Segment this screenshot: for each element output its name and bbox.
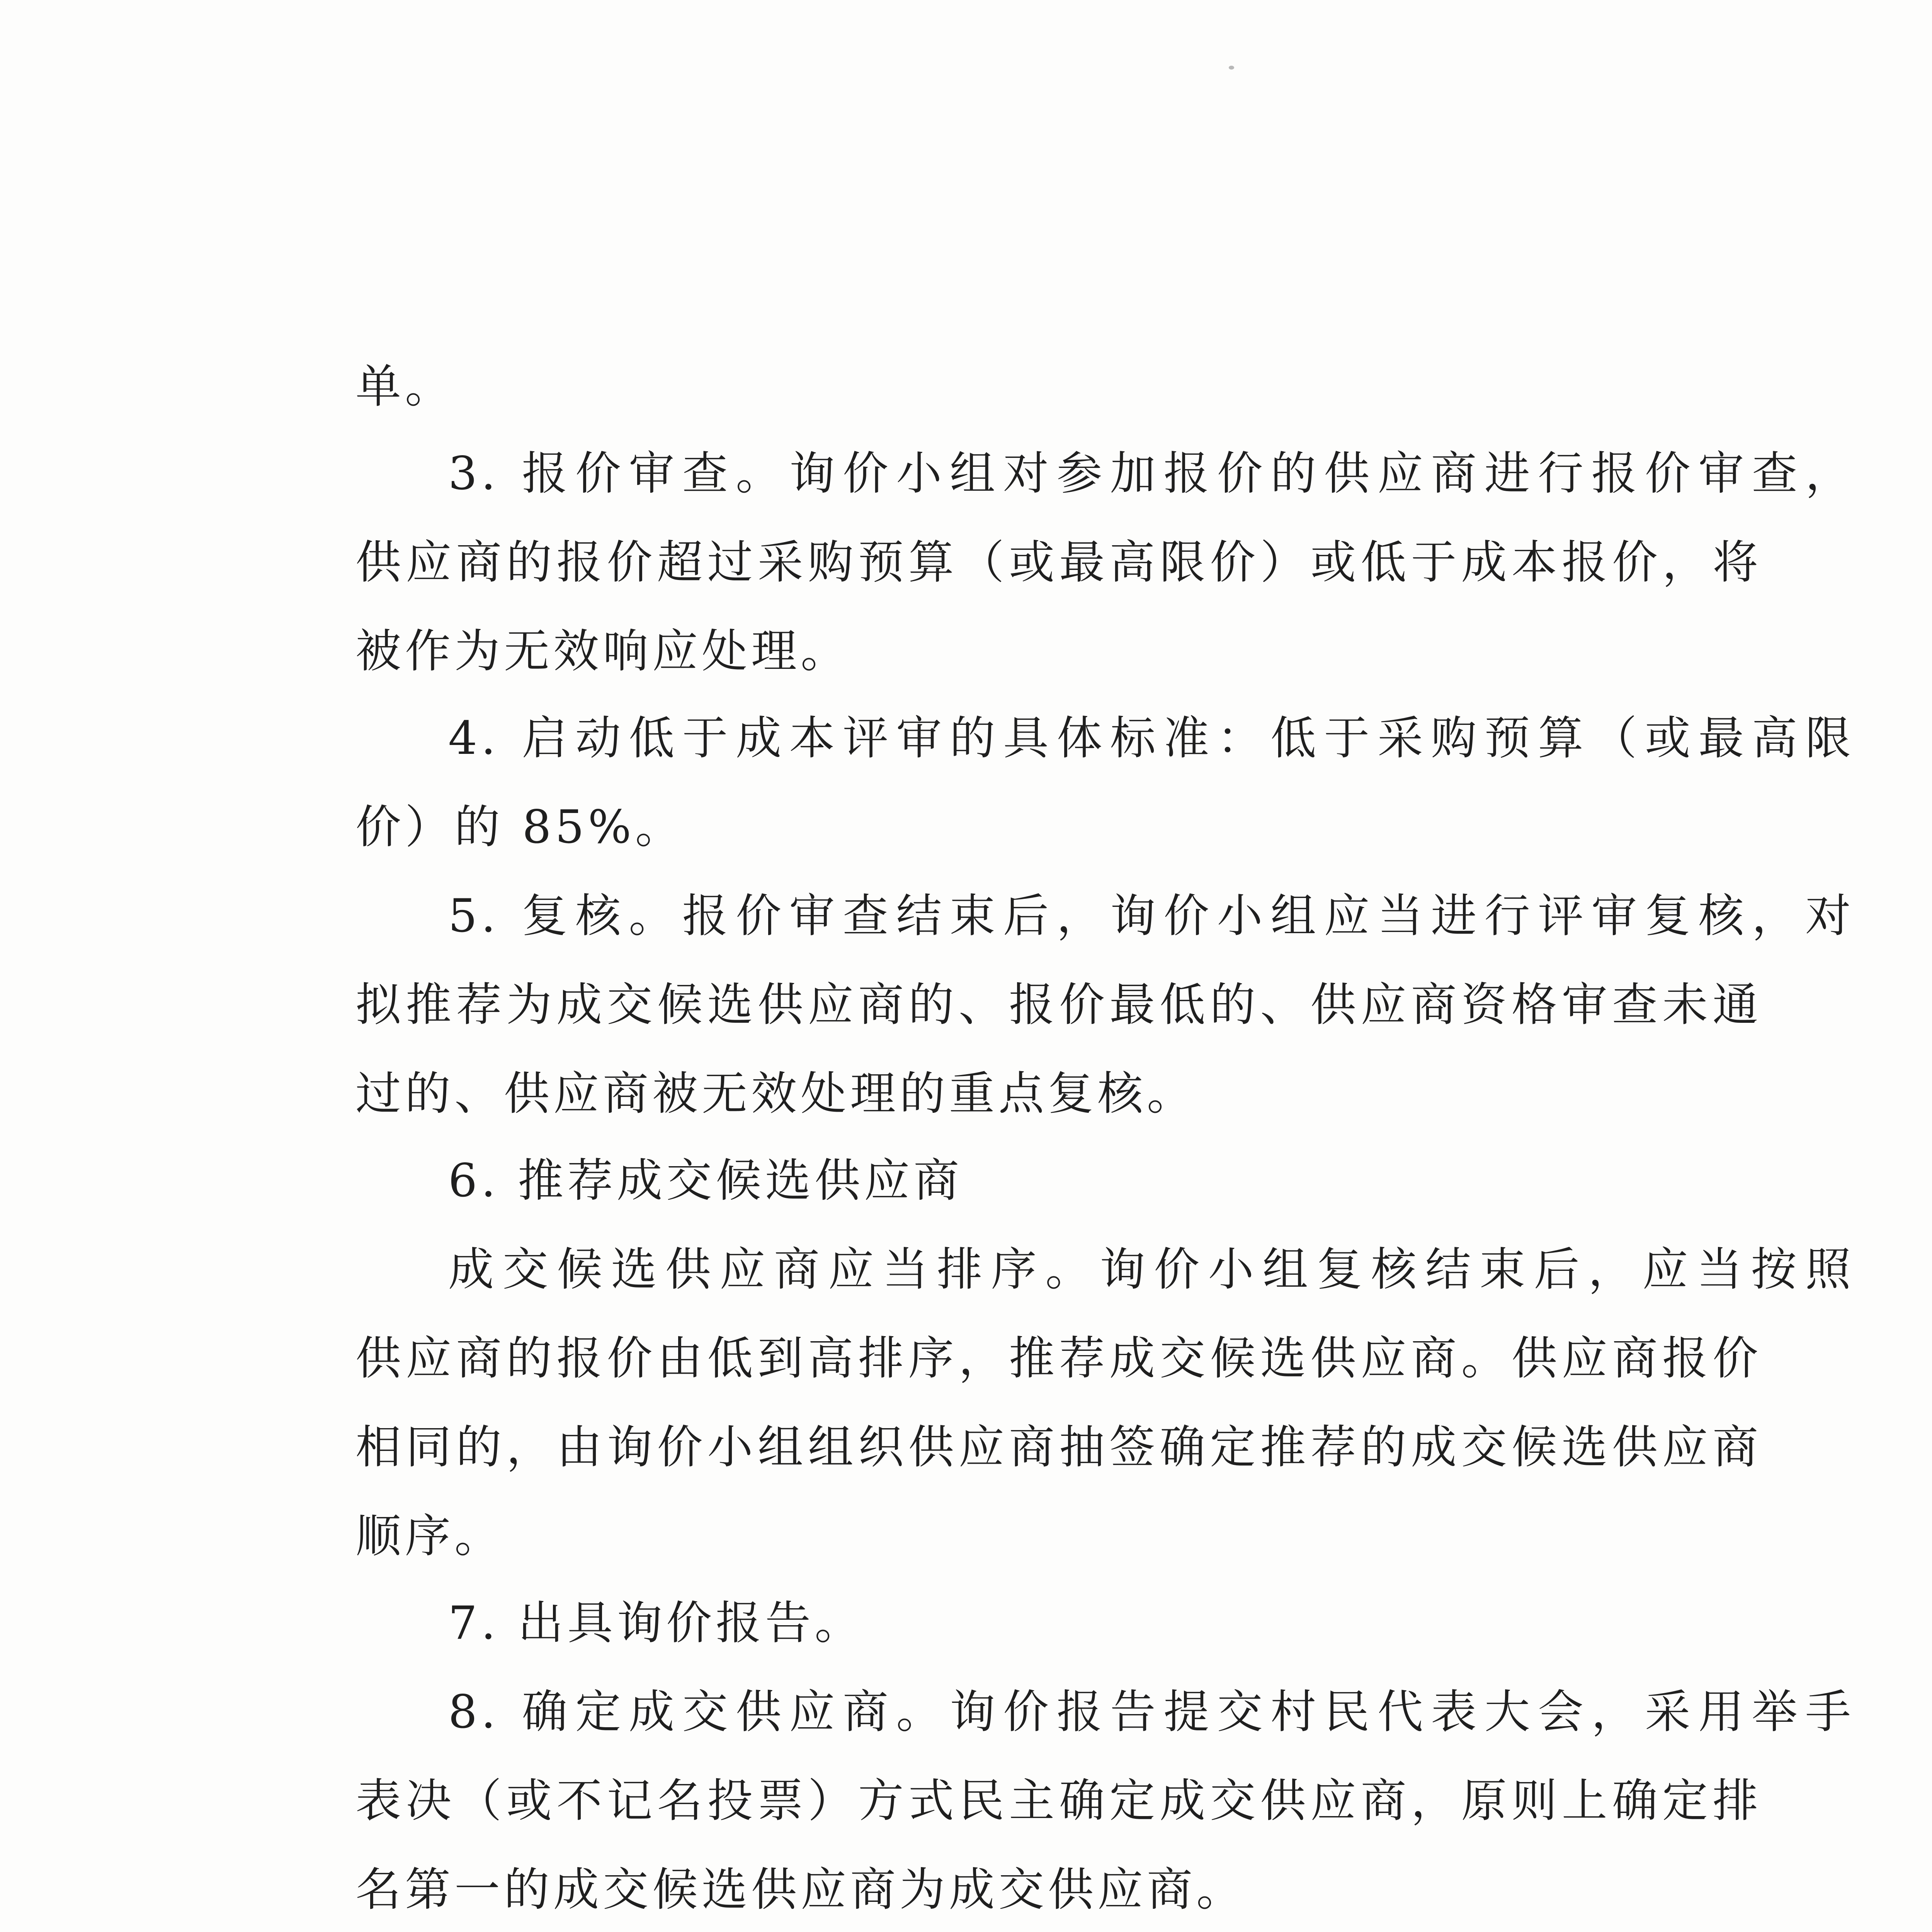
text-line-8: 拟推荐为成交候选供应商的、报价最低的、供应商资格审查未通 — [355, 978, 1762, 1031]
text-line-14: 顺序。 — [355, 1509, 504, 1563]
text-line-13: 相同的，由询价小组组织供应商抽签确定推荐的成交候选供应商 — [355, 1420, 1762, 1474]
text-line-6: 价）的 85%。 — [355, 800, 685, 854]
text-line-3: 供应商的报价超过采购预算（或最高限价）或低于成本报价，将 — [355, 536, 1762, 589]
text-line-15: 7. 出具询价报告。 — [448, 1596, 864, 1650]
text-line-17: 表决（或不记名投票）方式民主确定成交供应商，原则上确定排 — [355, 1774, 1762, 1827]
text-line-10: 6. 推荐成交候选供应商 — [448, 1154, 963, 1207]
text-line-12: 供应商的报价由低到高排序，推荐成交候选供应商。供应商报价 — [355, 1332, 1762, 1385]
text-line-1: 单。 — [355, 360, 455, 413]
scan-speck — [1229, 66, 1234, 70]
text-line-18: 名第一的成交候选供应商为成交供应商。 — [355, 1863, 1246, 1916]
text-line-5: 4. 启动低于成本评审的具体标准：低于采购预算（或最高限 — [448, 711, 1855, 765]
text-line-7: 5. 复核。报价审查结束后，询价小组应当进行评审复核，对 — [448, 889, 1855, 942]
text-line-9: 过的、供应商被无效处理的重点复核。 — [355, 1067, 1197, 1120]
text-line-16: 8. 确定成交供应商。询价报告提交村民代表大会，采用举手 — [448, 1685, 1855, 1738]
text-line-2: 3. 报价审查。询价小组对参加报价的供应商进行报价审查， — [448, 447, 1855, 500]
text-line-11: 成交候选供应商应当排序。询价小组复核结束后，应当按照 — [448, 1243, 1855, 1296]
text-line-4: 被作为无效响应处理。 — [355, 624, 850, 678]
